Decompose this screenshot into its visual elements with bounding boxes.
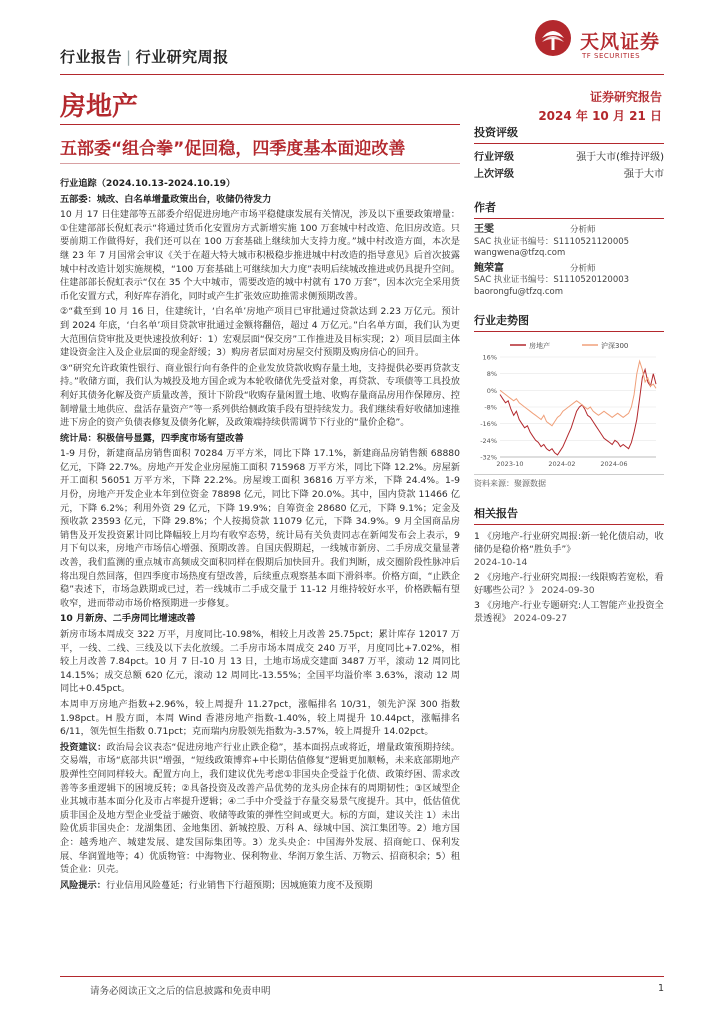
y-tick-label: -8% (484, 403, 497, 412)
body-paragraph (60, 741, 460, 877)
x-tick-label: 2024-02 (548, 460, 576, 467)
author-role: 分析师 (570, 263, 596, 274)
paragraph-lead: 投资建议： (60, 741, 107, 753)
author-card (474, 224, 664, 260)
section-heading: 统计局：积极信号显露，四季度市场有望改善 (60, 432, 244, 444)
author-license: SAC 执业证书编号：S1110520120003 (474, 275, 630, 285)
paragraph-text: 行业信用风险蔓延；行业销售下行超预期；因城施策力度不及预期 (105, 879, 373, 891)
section-heading: 行业追踪（2024.10.13-2024.10.19） (60, 178, 236, 189)
page-number: 1 (657, 983, 664, 994)
trend-section (474, 312, 664, 489)
authors-heading: 作者 (474, 199, 664, 219)
author-email[interactable]: baorongfu@tfzq.com (474, 286, 564, 297)
footer-disclaimer: 请务必阅读正文之后的信息披露和免责申明 (90, 986, 271, 997)
body-paragraph: ③“研究允许政策性银行、商业银行向有条件的企业发放贷款收购存量土地，支持提供必要再贷款支持。”收储方面，我们认为城投及地方国企或为本轮收储优先受益对象，再贷款、专项债等工具投放利好其债务化解及资产质量改善，预计下阶段“收购存量闲置土地、收购存量商品房用作保障房、控制增量土地供应、盘活存量资产”等一系列供给侧政策手段有望持续发力。我们继续看好收储加速推进下房企的资产负债表修复及债务化解，及政策端持续供需调节下行业的“量价企稳”。 (60, 362, 460, 429)
series-line-csi300 (500, 361, 656, 426)
related-report-title[interactable]: 2 《房地产-行业研究周报:一线限购若宽松，看好哪些公司？》 (474, 572, 664, 596)
rating-section (474, 124, 664, 183)
related-report-date: 2024-09-30 (541, 585, 595, 596)
rating-value: 强于大市 (624, 169, 664, 180)
body-paragraph: 新房市场本周成交 322 万平，月度同比-10.98%，相较上月改善 25.75pct；累计库存 12017 万平，一线、二线、三线及以下去化放缓。二手房市场本周成交 240 万平，月度同比+7.02%，相较上月改善 7.84pct。10 月 7 日-10 月 13 日，土地市场成交建面 3487 万平，滚动 12 周同比 14.15%；成交总额 620 亿元，滚动 12 周同比-13.55%；全国平均溢价率 3.63%，滚动 12 周同比+0.45pct。 (60, 629, 460, 695)
trend-heading: 行业走势图 (474, 312, 664, 332)
related-heading: 相关报告 (474, 505, 664, 525)
y-tick-label: 16% (482, 353, 497, 362)
paragraph-text: 政治局会议表态“促进房地产行业止跌企稳”，基本面拐点或将近，增量政策预期持续。交易端，市场“底部共识”增强，“短线政策博弈+中长期估值修复”逻辑更加顺畅，未来底部期地产股弹性空间同样较大。配置方向上，我们建议优先考虑①非国央企受益于化债、政策纾困、需求改善等多重逻辑下的困境反转；②具备投资及改善产品优势的龙头房企抹有的周期韧性；③区域型企业其城市基本面分化及市占率提升逻辑；④二手中介受益于存量交易景气度提升。其中，低估值优质非国企及地方型企业受益于融资、收储等政策的弹性空间或更大。标的方面，建议关注 1）未出险优质非国央企：龙湖集团、金地集团、新城控股、万科 A、绿城中国、滨江集团等。2）地方国企：越秀地产、城建发展、建发国际集团等。3）龙头央企：中国海外发展、招商蛇口、保利发展、华润置地等；4）优质物管：中海物业、保利物业、华润万象生活、万物云、招商积余；5）租赁企业：贝壳。 (60, 741, 460, 876)
related-report-date: 2024-09-27 (513, 613, 568, 624)
body-paragraph: 1-9 月份，新建商品房销售面积 70284 万平方米，同比下降 17.1%，新建商品房销售额 68880 亿元，下降 22.7%。房地产开发企业房屋施工面积 715968 万平方米，同比下降 12.2%。房屋新开工面积 56051 万平方米，下降 22.2%。房屋竣工面积 36816 万平方米，下降 24.4%。1-9 月份，房地产开发企业本年到位资金 78898 亿元，同比下降 20.0%。其中，国内贷款 11466 亿元，下降 6.2%；利用外资 29 亿元，下降 19.9%；自筹资金 28680 亿元，下降 9.1%；定金及预收款 23593 亿元，下降 29.8%；个人按揭贷款 11079 亿元，下降 34.9%。9 月全国商品房销售及开发投资累计同比降幅较上月均有收窄态势，统计局有关负责同志在新闻发布会上表示，9 月下旬以来，房地产市场信心增强、预期改善。自国庆假期起，一线城市新房、二手房成交量显著改善，我们监测的重点城市高频成交面积同样在假期后加快回升。我们判断，成交圈阶段性脉冲后将出现自然回落，但四季度市场热度有望改善，后续重点观察基本面下滑斜率。价格方面，“止跌企稳”表述下，市场急跌期或已过，若一线城市二手成交量于 11-12 月维持较好水平，价格跌幅有望收窄，进而带动市场价格预期进一步修复。 (60, 448, 460, 609)
y-tick-label: -32% (480, 453, 497, 462)
paragraph-lead: 风险提示： (60, 879, 106, 891)
related-report-title[interactable]: 3 《房地产-行业专题研究:人工智能产业投资全景透视》 (474, 600, 664, 624)
trend-chart (474, 337, 664, 467)
header-divider (60, 74, 664, 75)
title-underline (60, 163, 460, 164)
rating-row (474, 166, 664, 183)
industry-name: 房地产 (60, 92, 139, 122)
y-tick-label: -16% (480, 420, 497, 429)
category-label: 行业报告 (60, 48, 123, 66)
legend-label-a: 房地产 (529, 342, 550, 350)
series-line-property (500, 370, 656, 455)
y-tick-label: 8% (486, 370, 497, 379)
legend-label-b: 沪深300 (601, 342, 629, 350)
related-report[interactable] (474, 571, 664, 597)
body-paragraph: 10 月 17 日住建部等五部委介绍促进房地产市场平稳健康发展有关情况，涉及以下重要政策增量：①住建部部长倪虹表示“将通过货币化安置房方式新增实施 100 万套城中村改造、危旧房改造。只要前期工作做得好，我们还可以在 100 万套基础上继续加大支持力度。”城中村改造方面，本次是继 23 年 7 月国常会审议《关于在超大特大城市积极稳步推进城中村改造的指导意见》后首次披露城中村改造计划实施规模，“100 万套基础上可继续加大力度”表明后续城改推进或仍具提升空间。住建部部长倪虹表示“仅在 35 个大中城市，需要改造的城中村就有 170 万套”，因本次完全采用货币化安置方式，利好库存消化，同时或产生扩张效应助推需求侧预期改善。 (60, 209, 460, 302)
report-title: 五部委“组合拳”促回稳，四季度基本面迎改善 (60, 139, 406, 159)
body-paragraph: ②“截至到 10 月 16 日，住建统计，‘白名单’房地产项目已审批通过贷款达到 2.23 万亿元。预计到 2024 年底，‘白名单’项目贷款审批通过金额将翻倍，超过 4 万亿元。”白名单方面，我们认为更大范围信贷审批及更快速投放利好：1）宏观层面“保交房”工作推进及目标实现；2）项目层面主体建设资金注入及企业层面的现金舒缓；3）购房者层面对房屋交付预期及购房信心的回升。 (60, 306, 460, 359)
section-heading: 10 月新房、二手房同比增速改善 (60, 613, 196, 625)
subcategory-label: 行业研究周报 (135, 48, 229, 66)
report-type: 证券研究报告 (589, 90, 662, 104)
y-tick-label: -24% (480, 436, 497, 445)
y-tick-label: 0% (486, 386, 497, 395)
x-tick-label: 2024-06 (600, 460, 628, 467)
chart-source: 资料来源：聚源数据 (474, 474, 664, 489)
rating-value: 强于大市(维持评级) (576, 152, 664, 163)
authors-section (474, 199, 664, 298)
related-report-date: 2024-10-14 (474, 557, 528, 568)
body-paragraph (60, 879, 460, 893)
rating-row (474, 149, 664, 166)
section-heading: 五部委：城改、白名单增量政策出台，收储仍待发力 (60, 193, 272, 205)
author-card (474, 263, 664, 299)
report-category (60, 46, 229, 67)
tf-logo-icon (533, 18, 573, 58)
related-report-title[interactable]: 1 《房地产-行业研究周报:新一轮化债启动，收储仍是稳价格“胜负手”》 (474, 531, 664, 555)
rating-key: 上次评级 (474, 169, 514, 180)
sidebar (474, 124, 664, 627)
report-body (60, 175, 460, 894)
related-report[interactable] (474, 599, 664, 625)
logo-name: 天风证券 (580, 31, 661, 53)
footer-divider (60, 976, 664, 977)
rating-key: 行业评级 (474, 152, 514, 163)
author-name: 鲍荣富 (474, 262, 504, 274)
logo-subtitle: TF SECURITIES (582, 52, 641, 60)
title-divider (60, 124, 460, 125)
author-role: 分析师 (570, 225, 596, 235)
author-email[interactable]: wangwena@tfzq.com (474, 248, 566, 258)
body-paragraph: 本周申万房地产指数+2.96%，较上周提升 11.27pct，涨幅排名 10/31，领先沪深 300 指数 1.98pct。H 股方面，本周 Wind 香港房地产指数-1.40%，较上周提升 10.44pct，涨幅排名 6/11，领先恒生指数 0.71pct；克而瑞内房股领先指数为-3.57%，较上周提升 14.02pct。 (60, 698, 460, 738)
x-tick-label: 2023-10 (496, 460, 524, 467)
author-name: 王雯 (474, 224, 494, 235)
author-license: SAC 执业证书编号：S1110521120005 (474, 236, 630, 247)
report-date: 2024 年 10 月 21 日 (538, 109, 662, 123)
related-section (474, 505, 664, 625)
category-separator: | (126, 48, 132, 66)
rating-heading: 投资评级 (474, 124, 664, 144)
related-report[interactable] (474, 530, 664, 569)
